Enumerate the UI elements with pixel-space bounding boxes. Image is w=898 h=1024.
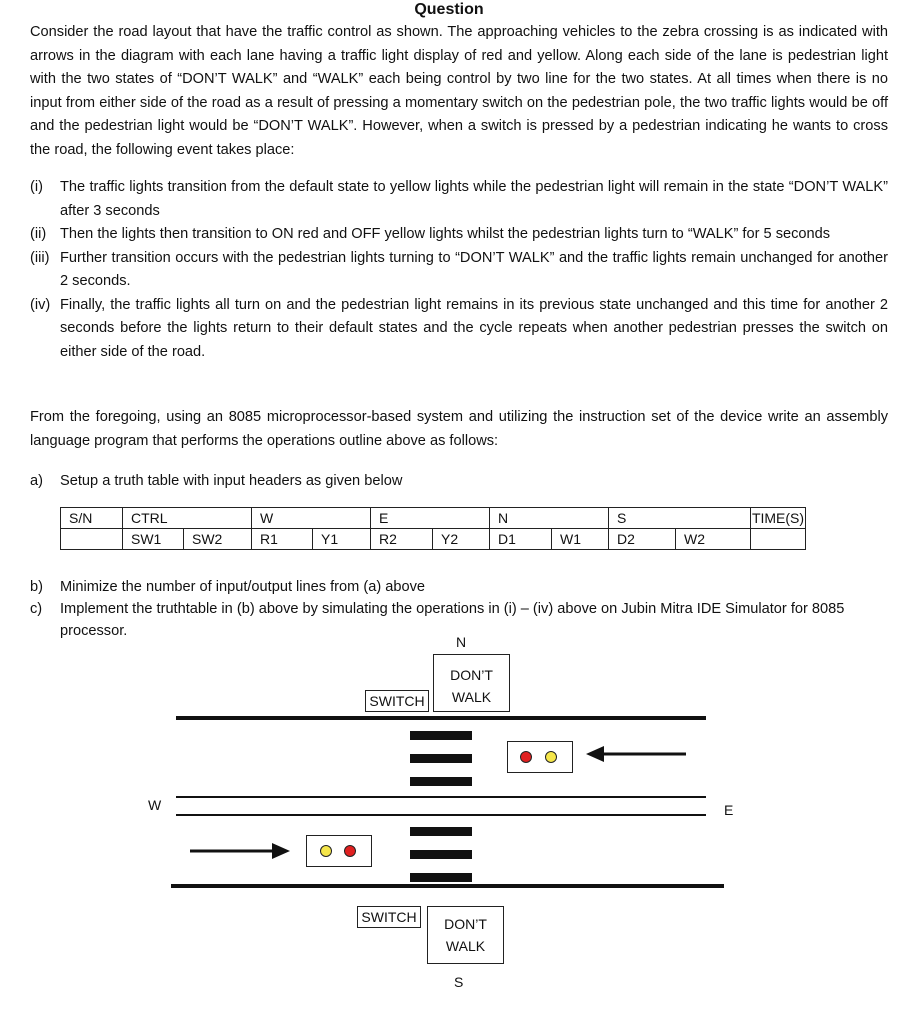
task-intro: From the foregoing, using an 8085 microprocessor-based system and utilizing the instruction set of the device write an assembly language program that performs the operations outline above as follows: — [30, 409, 888, 449]
step-number: (iv) — [30, 296, 51, 313]
west-label: W — [148, 797, 162, 813]
step-item — [30, 294, 888, 365]
subheader-cell: R2 — [371, 529, 433, 550]
red-light — [344, 845, 356, 857]
median-line-lower — [176, 814, 706, 816]
switch-south[interactable]: SWITCH — [357, 906, 421, 928]
zebra-stripe — [410, 731, 472, 740]
red-light — [520, 751, 532, 763]
header-cell: TIME(S) — [751, 508, 806, 529]
zebra-stripe — [410, 850, 472, 859]
subheader-cell: D1 — [490, 529, 552, 550]
step-number: (ii) — [30, 226, 47, 242]
south-label: S — [454, 974, 464, 990]
header-cell: S/N — [61, 508, 123, 529]
pedestrian-light-north — [433, 654, 510, 712]
zebra-stripe — [410, 777, 472, 786]
zebra-stripe — [410, 827, 472, 836]
question-b-label: b) — [30, 579, 43, 595]
step-text: Further transition occurs with the pedestrian lights turning to “DON’T WALK” and the traffic lights remain unchanged for another 2 seconds. — [60, 249, 888, 289]
question-b — [30, 576, 888, 598]
subheader-cell: W1 — [552, 529, 609, 550]
intro-paragraph: Consider the road layout that have the traffic control as shown. The approaching vehicles to the zebra crossing is as indicated with arrows in the diagram with each lane having a traffic light display of red and yellow. Along each side of the lane is pedestrian light with the two states of “DON’T WALK” and “WALK” each being control by two line for the two states. At all times when there is no input from either side of the road as a result of pressing a momentary switch on the pedestrian pole, the two traffic lights would be off and the pedestrian light would be “DON’T WALK”. However, when a switch is pressed by a pedestrian indicating he wants to cross the road, the following event takes place: — [30, 24, 888, 158]
question-c-text: Implement the truthtable in (b) above by simulating the operations in (i) – (iv) above on Jubin Mitra IDE Simulator for 8085 processor. — [60, 601, 845, 639]
subheader-cell: SW1 — [123, 529, 184, 550]
page-title: Question — [414, 1, 484, 18]
switch-north[interactable]: SWITCH — [365, 690, 429, 712]
step-text: Finally, the traffic lights all turn on and the pedestrian light remains in its previous state unchanged and this time for another 2 seconds before the lights return to their default states and the cycle repeats when another pedestrian presses the switch on either side of the road. — [60, 296, 888, 360]
step-item — [30, 176, 888, 223]
question-b-text: Minimize the number of input/output lines from (a) above — [60, 579, 426, 595]
zebra-stripe — [410, 754, 472, 763]
north-label: N — [456, 634, 467, 650]
step-number: (iii) — [30, 249, 50, 266]
yellow-light — [320, 845, 332, 857]
header-cell: CTRL — [123, 508, 252, 529]
subheader-cell: D2 — [609, 529, 676, 550]
step-number: (i) — [30, 179, 43, 195]
header-cell: E — [371, 508, 490, 529]
header-cell: N — [490, 508, 609, 529]
step-item — [30, 247, 888, 294]
question-a-label: a) — [30, 473, 43, 489]
subheader-cell: SW2 — [184, 529, 252, 550]
table-header-row — [61, 508, 806, 529]
question-a-text: Setup a truth table with input headers as given below — [60, 473, 403, 489]
event-steps-list — [30, 176, 888, 364]
subheader-cell: W2 — [676, 529, 751, 550]
subheader-cell: Y2 — [433, 529, 490, 550]
table-subheader-row — [61, 529, 806, 550]
dont-label: DON’T — [444, 916, 487, 932]
dont-label: DON’T — [450, 667, 493, 683]
header-cell: W — [252, 508, 371, 529]
subheader-cell: R1 — [252, 529, 313, 550]
truth-table — [60, 507, 806, 550]
step-item — [30, 223, 888, 247]
yellow-light — [545, 751, 557, 763]
traffic-light-east-lane — [507, 741, 573, 773]
arrow-westbound-icon — [586, 744, 688, 764]
header-cell: S — [609, 508, 751, 529]
subheader-cell: Y1 — [313, 529, 371, 550]
question-c-label: c) — [30, 601, 43, 617]
empty-cell — [751, 529, 806, 550]
step-text: Then the lights then transition to ON red and OFF yellow lights whilst the pedestrian lights turn to “WALK” for 5 seconds — [60, 226, 831, 242]
step-text: The traffic lights transition from the default state to yellow lights while the pedestrian light will remain in the state “DON’T WALK” after 3 seconds — [60, 179, 888, 219]
empty-cell — [61, 529, 123, 550]
walk-label: WALK — [451, 689, 492, 705]
walk-label: WALK — [445, 938, 486, 954]
median-line-upper — [176, 796, 706, 798]
question-a — [30, 470, 888, 492]
road-layout-diagram — [0, 630, 898, 1020]
traffic-light-west-lane — [306, 835, 372, 867]
zebra-stripe — [410, 873, 472, 882]
east-label: E — [724, 802, 734, 818]
road-edge-bottom — [171, 884, 724, 888]
road-edge-top — [176, 716, 706, 720]
pedestrian-light-south — [427, 906, 504, 964]
arrow-eastbound-icon — [190, 841, 292, 861]
